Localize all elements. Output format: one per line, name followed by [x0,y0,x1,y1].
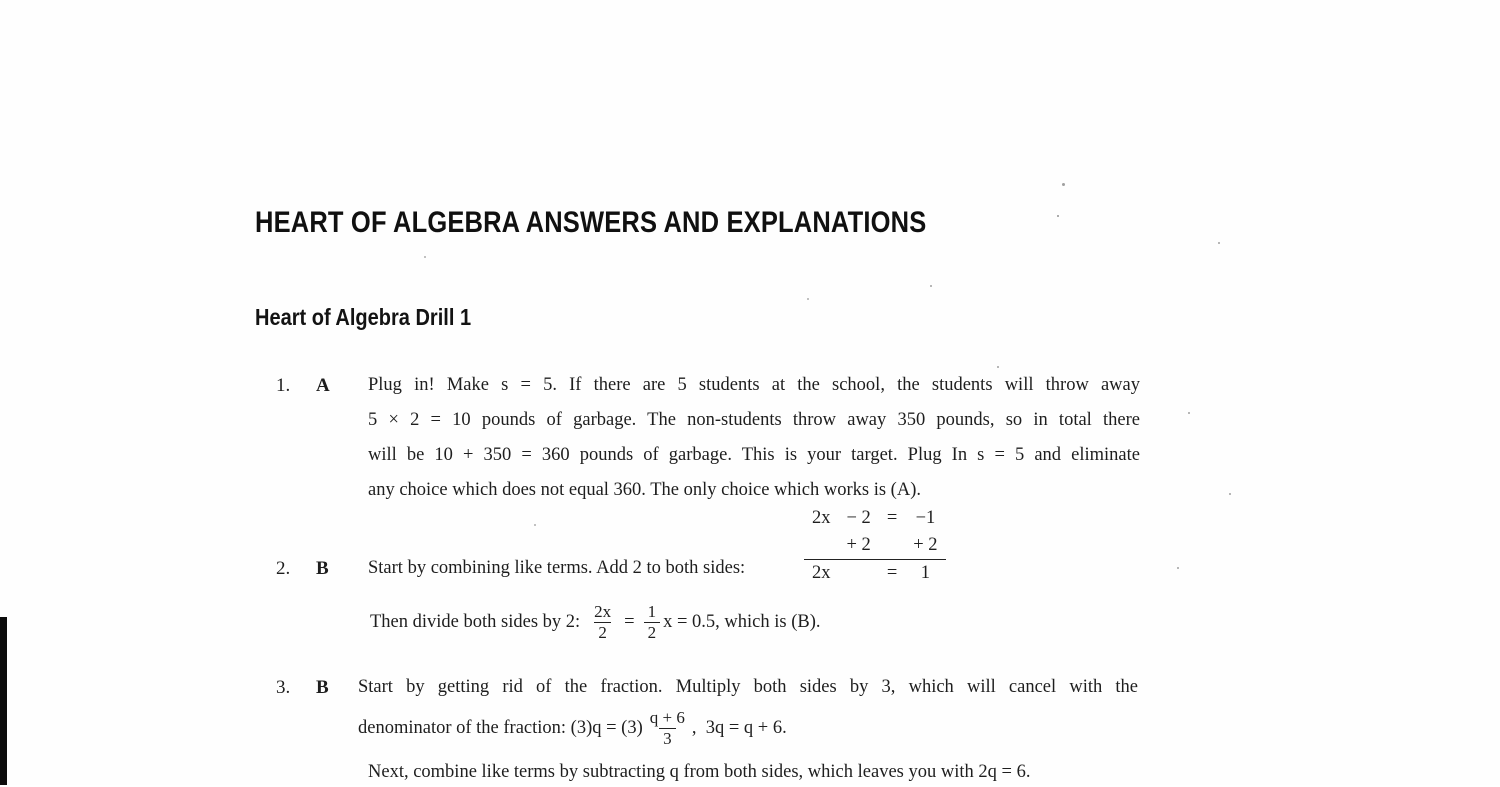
equation-cell: 1 [905,560,945,588]
scan-speck [1177,567,1179,569]
scan-speck [807,298,809,300]
scan-speck [930,285,932,287]
explanation-line: Start by combining like terms. Add 2 to both sides: [368,558,746,578]
math-text: denominator of the fraction: (3)q = (3) [358,717,643,738]
fraction [646,708,689,749]
equation-cell: = [879,560,905,588]
math-text: , 3q = q + 6. [691,717,787,738]
item-number: 3. [276,677,291,698]
explanation-line: 5 × 2 = 10 pounds of garbage. The non-students throw away 350 pounds, so in total there [368,410,1140,430]
answer-letter: A [316,375,330,396]
equation-cell [804,532,839,560]
numerator: 1 [647,601,657,621]
explanation-line: Start by getting rid of the fraction. Multiply both sides by 3, which will cancel with the [358,677,1138,697]
scan-speck [1057,215,1059,217]
denominator: 3 [659,728,676,749]
explanation-line: Plug in! Make s = 5. If there are 5 students at the school, the students will throw away [368,375,1140,395]
scan-speck [1062,183,1065,186]
equation-cell: 2x [804,560,839,588]
explanation-line: Next, combine like terms by subtracting q from both sides, which leaves you with 2q = 6. [368,762,1031,782]
math-text: x = 0.5, which is (B). [663,611,821,632]
explanation-line: will be 10 + 350 = 360 pounds of garbage. This is your target. Plug In s = 5 and eliminate [368,445,1140,465]
scan-speck [534,524,536,526]
fraction [590,602,615,643]
equation-row [804,505,946,532]
explanation-math-line [370,597,821,647]
answer-letter: B [316,677,329,698]
equation-cell: + 2 [846,535,871,555]
equation-cell [879,532,905,560]
explanation-line: any choice which does not equal 360. The only choice which works is (A). [368,480,921,500]
page-title: HEART OF ALGEBRA ANSWERS AND EXPLANATIONS [255,206,927,239]
scan-speck [1229,493,1231,495]
item-number: 2. [276,558,291,579]
equation-row [804,532,946,560]
section-heading: Heart of Algebra Drill 1 [255,304,472,330]
equation-cell: + 2 [913,535,938,555]
scan-speck [1218,242,1220,244]
fraction [644,602,661,643]
numerator: q + 6 [649,707,685,727]
math-text: Then divide both sides by 2: [370,611,581,632]
equation-cell: = [886,508,898,528]
scan-speck [1188,412,1190,414]
scan-edge-artifact [0,617,7,785]
numerator: 2x [594,601,612,621]
answer-letter: B [316,558,329,579]
equation-cell [839,560,879,588]
denominator: 2 [644,622,661,643]
equation-row [804,560,946,588]
equation-cell: −1 [915,508,936,528]
explanation-math-line [358,703,787,753]
equation-cell: 2x [812,508,831,528]
equals-sign: = [624,611,635,632]
denominator: 2 [594,622,611,643]
scan-speck [424,256,426,258]
item-number: 1. [276,375,291,396]
equation-cell: − 2 [846,508,871,528]
equation-table [804,505,946,587]
